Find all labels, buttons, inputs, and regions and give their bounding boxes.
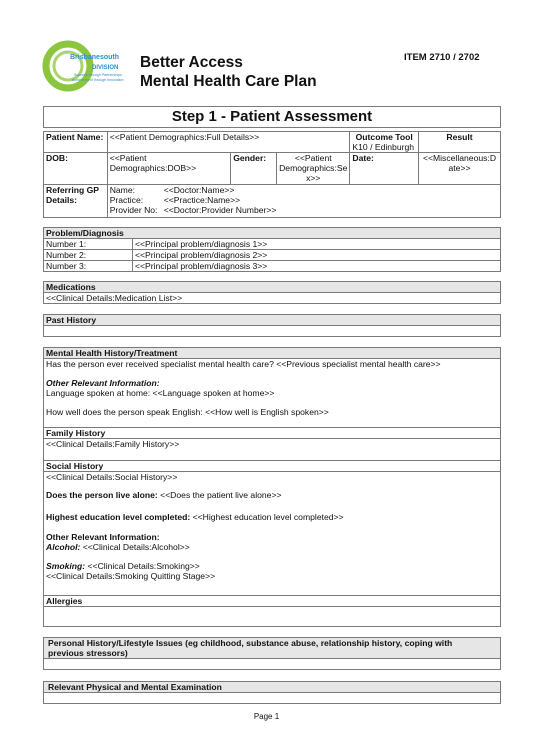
social-history-header: Social History xyxy=(44,461,500,472)
gender-label: Gender: xyxy=(231,153,277,185)
outcome-tool-label: Outcome Tool xyxy=(355,132,413,142)
english-proficiency: How well does the person speak English: <<How well is English spoken>> xyxy=(46,407,329,417)
logo-division: DIVISION xyxy=(92,65,119,71)
alcohol-label: Alcohol: xyxy=(46,542,81,552)
gender-value-line-2: Demographics:Se xyxy=(279,163,348,173)
social-other-header: Other Relevant Information: xyxy=(46,532,160,542)
live-alone-row xyxy=(44,490,500,500)
patient-name-label: Patient Name: xyxy=(44,132,108,153)
logo-name: Brisbanesouth xyxy=(70,54,120,61)
date-label: Date: xyxy=(350,153,419,185)
outcome-tool-cell xyxy=(350,132,419,153)
dob-value-line-2: Demographics:DOB>> xyxy=(109,163,197,173)
logo-tagline-1: Success through Partnerships xyxy=(74,73,122,77)
examination-section xyxy=(43,681,501,704)
social-history-section xyxy=(43,461,501,596)
brisbane-south-logo xyxy=(42,40,136,96)
gender-value-line-1: <<Patient xyxy=(294,153,332,163)
smoking-row xyxy=(44,561,500,571)
dob-value-line-1: <<Patient xyxy=(109,153,147,163)
examination-header: Relevant Physical and Mental Examination xyxy=(44,682,500,693)
personal-history-header-2: previous stressors) xyxy=(48,648,128,658)
date-value-line-1: <<Miscellaneous:D xyxy=(422,153,497,163)
logo-ring-icon xyxy=(42,40,136,96)
problem-value: <<Principal problem/diagnosis 1>> xyxy=(133,239,501,250)
title-line-2: Mental Health Care Plan xyxy=(140,73,317,90)
past-history-section xyxy=(43,314,501,337)
family-history-value: <<Clinical Details:Family History>> xyxy=(46,439,180,449)
gp-name-value: <<Doctor:Name>> xyxy=(163,185,235,195)
title-line-1: Better Access xyxy=(140,54,243,71)
smoking-quitting-stage: <<Clinical Details:Smoking Quitting Stage>> xyxy=(46,571,216,581)
problem-diagnosis-header: Problem/Diagnosis xyxy=(44,228,501,239)
alcohol-value: <<Clinical Details:Alcohol>> xyxy=(80,542,190,552)
outcome-tool-value: K10 / Edinburgh xyxy=(352,142,415,152)
page-number: Page 1 xyxy=(253,712,280,721)
table-row xyxy=(44,261,501,272)
social-history-value: <<Clinical Details:Social History>> xyxy=(46,472,178,482)
patient-details-table xyxy=(43,131,501,218)
problem-label: Number 1: xyxy=(44,239,133,250)
problem-diagnosis-table xyxy=(43,227,501,272)
result-label: Result xyxy=(419,132,501,153)
gp-practice-row xyxy=(110,195,498,205)
medications-section xyxy=(43,281,501,304)
referring-gp-label-1: Referring GP xyxy=(46,185,100,195)
live-alone-label: Does the person live alone: xyxy=(46,490,158,500)
family-history-header: Family History xyxy=(44,428,500,439)
gp-provider-value: <<Doctor:Provider Number>> xyxy=(163,205,277,215)
date-value xyxy=(419,153,501,185)
mental-health-section xyxy=(43,347,501,428)
item-number: ITEM 2710 / 2702 xyxy=(404,52,480,63)
problem-label: Number 3: xyxy=(44,261,133,272)
patient-name-value: <<Patient Demographics:Full Details>> xyxy=(107,132,350,153)
gp-name-row xyxy=(110,185,498,195)
alcohol-row xyxy=(44,542,500,552)
past-history-header: Past History xyxy=(44,315,500,326)
personal-history-blank xyxy=(44,659,500,669)
table-row xyxy=(44,239,501,250)
personal-history-section xyxy=(43,637,501,670)
gp-practice-value: <<Practice:Name>> xyxy=(163,195,241,205)
gp-provider-row xyxy=(110,205,498,215)
mental-health-other-header: Other Relevant Information: xyxy=(46,378,160,388)
gp-name-label: Name: xyxy=(109,185,135,195)
past-history-blank xyxy=(44,326,500,336)
gp-practice-label: Practice: xyxy=(109,195,144,205)
live-alone-value: <<Does the patient live alone>> xyxy=(157,490,282,500)
education-value: <<Highest education level completed>> xyxy=(190,512,344,522)
smoking-label: Smoking: xyxy=(46,561,86,571)
gender-value xyxy=(277,153,350,185)
medications-header: Medications xyxy=(44,282,500,293)
language-spoken: Language spoken at home: <<Language spoken at home>> xyxy=(46,388,275,398)
specialist-care-question: Has the person ever received specialist mental health care? <<Previous specialist mental health care>> xyxy=(46,359,441,369)
document-title xyxy=(140,53,317,91)
personal-history-header xyxy=(44,638,500,659)
problem-label: Number 2: xyxy=(44,250,133,261)
table-row xyxy=(44,250,501,261)
logo-tagline-2: Achievement through Innovation xyxy=(72,78,124,82)
dob-label: DOB: xyxy=(44,153,108,185)
family-history-section xyxy=(43,428,501,461)
step-title: Step 1 - Patient Assessment xyxy=(43,106,501,128)
problem-value: <<Principal problem/diagnosis 3>> xyxy=(133,261,501,272)
mental-health-header: Mental Health History/Treatment xyxy=(44,348,500,359)
education-label: Highest education level completed: xyxy=(46,512,191,522)
dob-value xyxy=(107,153,231,185)
education-row xyxy=(44,512,500,522)
examination-blank xyxy=(44,693,500,703)
medications-value: <<Clinical Details:Medication List>> xyxy=(46,293,183,303)
referring-gp-label-2: Details: xyxy=(46,195,78,205)
allergies-section xyxy=(43,596,501,627)
gender-value-line-3: x>> xyxy=(306,173,321,183)
gp-provider-label: Provider No: xyxy=(109,205,158,215)
allergies-header: Allergies xyxy=(44,596,500,607)
problem-value: <<Principal problem/diagnosis 2>> xyxy=(133,250,501,261)
date-value-line-2: ate>> xyxy=(448,163,471,173)
referring-gp-details xyxy=(107,185,500,218)
personal-history-header-1: Personal History/Lifestyle Issues (eg childhood, substance abuse, relationship history, coping with xyxy=(48,638,453,648)
referring-gp-label xyxy=(44,185,108,218)
smoking-value: <<Clinical Details:Smoking>> xyxy=(85,561,200,571)
